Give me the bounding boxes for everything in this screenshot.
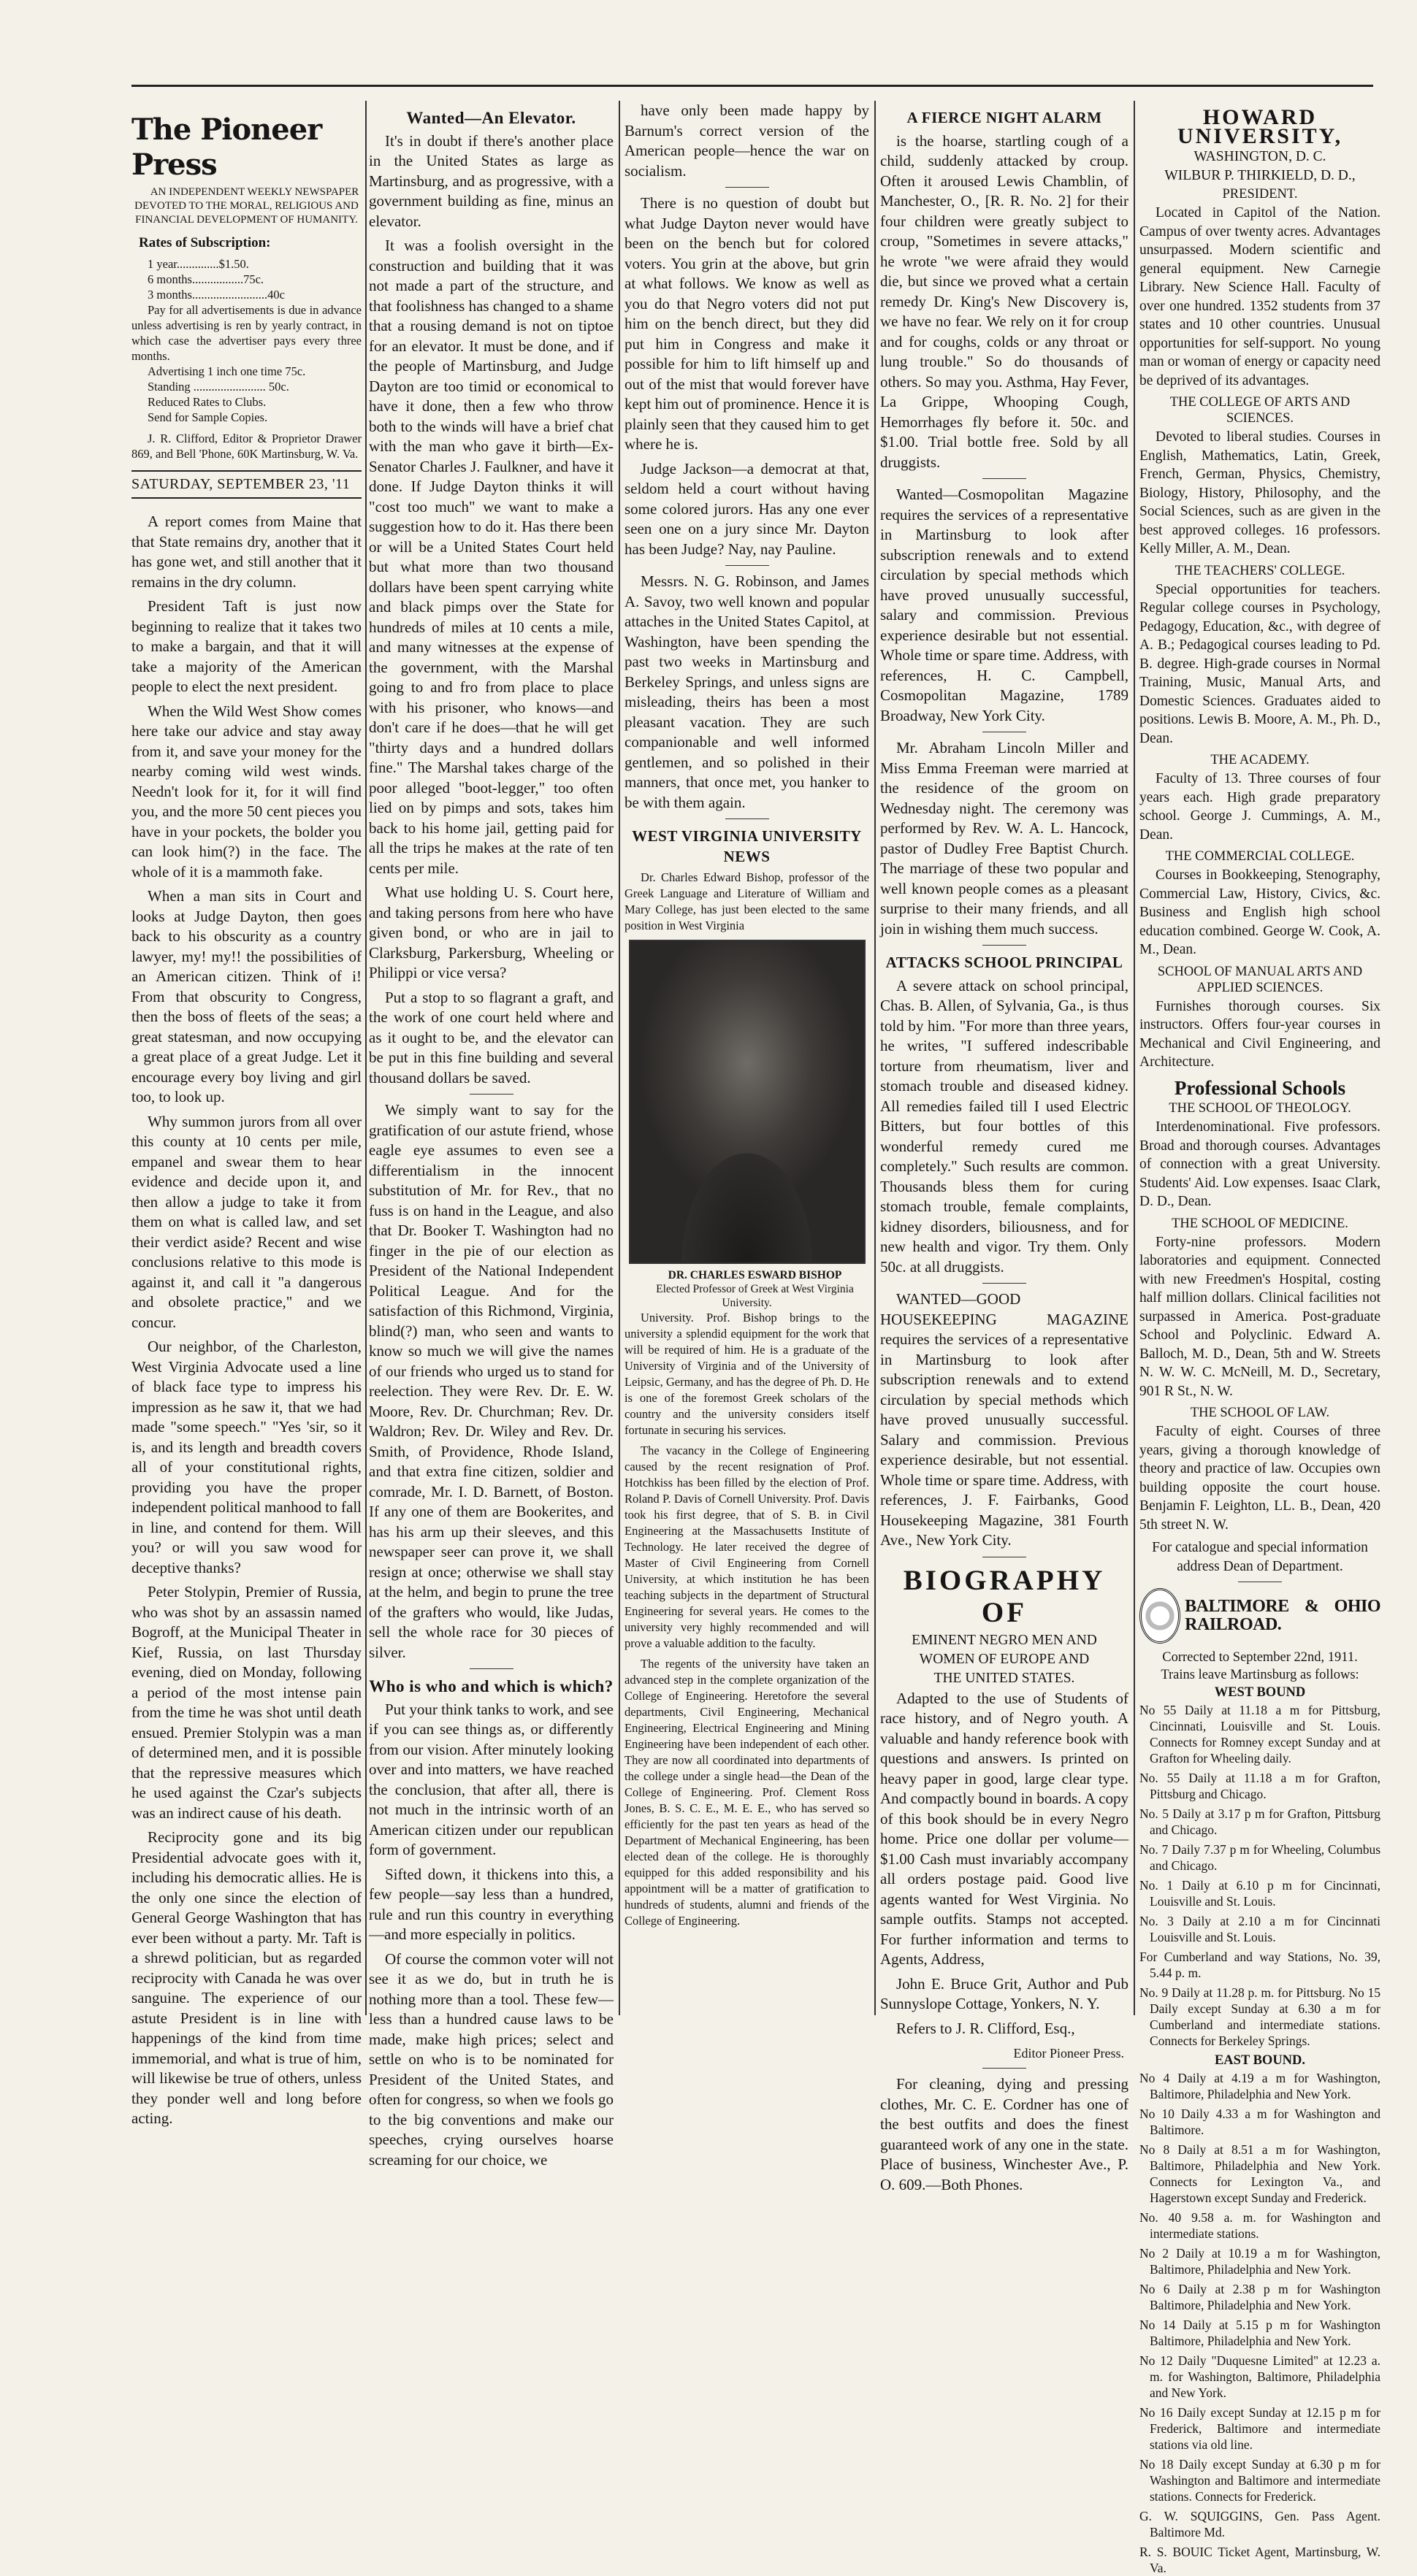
- train-entry: No. 5 Daily at 3.17 p m for Grafton, Pittsburg and Chicago.: [1139, 1806, 1380, 1837]
- ad-paragraph: Furnishes thorough courses. Six instructors. Offers four-year courses in Mechanical and Civil Engineering, and Architecture.: [1139, 998, 1380, 1070]
- ad-rate: Standing ........................ 50c.: [148, 379, 289, 394]
- ad-paragraph: Courses in Bookkeeping, Stenography, Commercial Law, History, Civics, &c. Business and English high school education combined. George W. Cook, A. M., Dean.: [1139, 867, 1380, 957]
- article-paragraph: Judge Jackson—a democrat at that, seldom held a court without having some colored jurors. Has any one ever seen one on a jury since Mr. Dayton has been Judge? Nay, nay Pauline.: [625, 459, 869, 558]
- schedule-note: Trains leave Martinsburg as follows:: [1161, 1668, 1359, 1682]
- ad-subheading: EMINENT NEGRO MEN AND: [912, 1632, 1097, 1648]
- train-entry: No 16 Daily except Sunday at 12.15 p m for Frederick, Baltimore and intermediate stations via old line.: [1139, 2405, 1380, 2452]
- article-heading: A FIERCE NIGHT ALARM: [906, 109, 1102, 126]
- section-heading: THE SCHOOL OF THEOLOGY.: [1169, 1101, 1351, 1116]
- column-3: [625, 101, 869, 2015]
- ad-subheading: WILBUR P. THIRKIELD, D. D.,: [1164, 168, 1356, 183]
- schedule-note: Corrected to September 22nd, 1911.: [1162, 1650, 1358, 1665]
- article-paragraph: For cleaning, dying and pressing clothes, Mr. C. E. Cordner has one of the best outfits and does the finest guaranteed work of any one in the state. Place of business, Winchester Ave., P. O. 609.—Both Phones.: [880, 2075, 1128, 2193]
- separator: [982, 1283, 1026, 1284]
- article-heading: ATTACKS SCHOOL PRINCIPAL: [885, 954, 1123, 971]
- ad-paragraph: Devoted to liberal studies. Courses in English, Mathematics, Latin, Greek, French, German, Physics, Chemistry, Biology, History, Philosophy, and the Social Sciences, such as are given in the best approved colleges. 16 professors. Kelly Miller, A. M., Dean.: [1139, 429, 1380, 556]
- column-rule: [619, 101, 620, 2015]
- masthead-tagline: AN INDEPENDENT WEEKLY NEWSPAPER DEVOTED TO THE MORAL, RELIGIOUS AND FINANCIAL DEVELOPMENT OF HUMANITY.: [134, 186, 359, 226]
- ad-subheading: WOMEN OF EUROPE AND: [919, 1651, 1090, 1667]
- ad-paragraph: Faculty of 13. Three courses of four years each. High grade preparatory school. George J. Cummings, A. M., Dean.: [1139, 771, 1380, 843]
- article-heading: Wanted—An Elevator.: [406, 109, 576, 127]
- ad-paragraph: For catalogue and special information address Dean of Department.: [1152, 1540, 1368, 1574]
- section-heading: THE SCHOOL OF LAW.: [1190, 1406, 1330, 1420]
- train-entry: For Cumberland and way Stations, No. 39, 5.44 p. m.: [1139, 1950, 1380, 1980]
- article-paragraph: The regents of the university have taken an advanced step in the complete organization of the College of Engineering. Heretofore the several departments, Civil Engineering, Mechanical Engineering, Electrical Engineering and Mining Engineering have been independent of each other. They are now all coordinated into departments of the college under a single head—the Dean of the College of Engineering. Prof. Clement Ross Jones, B. S. C. E., M. E. E., who has served so efficiently for the past ten years as head of the Department of Mechanical Engineering, has been elected dean of the college. He is thoroughly equipped for this added responsibility and his appointment will be a matter of gratification to hundreds of students, alumni and friends of the College of Engineering.: [625, 1657, 869, 1928]
- article-paragraph: Put a stop to so flagrant a graft, and the work of one court held where and as it ought to be, and the elevator can be put in this fine building and several thousand dollars be saved.: [369, 988, 614, 1086]
- ad-heading: HOWARD UNIVERSITY,: [1177, 105, 1343, 148]
- article-paragraph: Dr. Charles Edward Bishop, professor of the Greek Language and Literature of William and Mary College, has just been elected to the same position in West Virginia: [625, 870, 869, 932]
- rate-line: 3 months.........................40c: [148, 287, 285, 302]
- rates-heading: Rates of Subscription:: [139, 235, 271, 250]
- article-paragraph: It's in doubt if there's another place in the United States as large as Martinsburg, and as progressive, with a government building as fine, minus an elevator.: [369, 131, 614, 230]
- signature: Refers to J. R. Clifford, Esq.,: [896, 2019, 1075, 2037]
- section-heading: EAST BOUND.: [1214, 2053, 1306, 2068]
- article-paragraph: Messrs. N. G. Robinson, and James A. Savoy, two well known and popular attaches in the United States Capitol, at Washington, have been spending the past two weeks in Martinsburg and Berkeley Springs, and unless signs are misleading, theirs has been a most pleasant vacation. They are such companionable and well informed gentlemen, and so polished in their manners, that once met, you hanker to be with them again.: [625, 572, 869, 811]
- portrait-photo: [629, 940, 866, 1264]
- article-paragraph: It was a foolish oversight in the construction and building that it was not made a part of the structure, and that foolishness has changed to a shame that a rousing demand is not on tiptoe for an elevator. It must be done, and if the people of Martinsburg, and Judge Dayton are too timid or economical to have it done, then a few who throw both to the winds will have a brief chat with the man who gave it birth—Ex-Senator Charles J. Faulkner, and have it done. If Judge Dayton thinks it will "cost too much" we want to make a suggestion how to do it. Has there been or will be a United States Court held but what more than two thousand dollars have been spent carrying white and black pimps over the State for hundreds of miles at 10 cents a mile, and many witnesses at the expense of the government, with the Marshal going to and fro from place to place with his prisoner, who knows—and don't care if he does—that he will get "thirty days and a hundred dollars fine." The Marshal takes charge of the poor alleged "boot-legger," too often lied on by pimps and sots, takes him back to his home jail, getting paid for all the trips he makes at the rate of ten cents per mile.: [369, 237, 614, 877]
- masthead-title: The Pioneer Press: [131, 112, 322, 182]
- separator: [982, 2068, 1026, 2069]
- signature: Editor Pioneer Press.: [1013, 2046, 1124, 2061]
- train-entry: No. 7 Daily 7.37 p m for Wheeling, Columbus and Chicago.: [1139, 1842, 1380, 1873]
- train-entry: No. 9 Daily at 11.28 p. m. for Pittsburg. No 15 Daily except Sunday at 6.30 a m for Cumberland and intermediate stations. Connects for Berkeley Springs.: [1139, 1985, 1380, 2048]
- ad-subheading: WASHINGTON, D. C.: [1193, 149, 1326, 164]
- ad-paragraph: Located in Capitol of the Nation. Campus of over twenty acres. Advantages unsurpassed. Modern scientific and general equipment. New Carnegie Library. New Science Hall. Faculty of over one hundred. 1352 students from 37 states and 10 other countries. Unusual opportunities for self-support. No young man or woman of energy or capacity need be deprived of its advantages.: [1139, 205, 1380, 388]
- article-heading: WEST VIRGINIA UNIVERSITY NEWS: [632, 827, 862, 865]
- railroad-header: [1139, 1588, 1380, 1644]
- train-entry: No 14 Daily at 5.15 p m for Washington Baltimore, Philadelphia and New York.: [1139, 2318, 1380, 2348]
- column-4: [880, 101, 1128, 2193]
- article-paragraph: Sifted down, it thickens into this, a few people—say less than a hundred, rule and run this country in everything—and more especially in politics.: [369, 1865, 614, 1943]
- ad-rate: Send for Sample Copies.: [148, 410, 268, 424]
- article-paragraph: WANTED—GOOD HOUSEKEEPING MAGAZINE requires the services of a representative in Martinsburg to look after subscription renewals and to extend circulation by special methods which have proved unusually successful. Salary and commission. Previous experience desirable, but not essential. Whole time or spare time. Address, with references, J. F. Fairbanks, Good Housekeeping Magazine, 381 Fourth Ave., New York City.: [880, 1290, 1128, 1549]
- article-paragraph: Mr. Abraham Lincoln Miller and Miss Emma Freeman were married at the residence of the groom on Wednesday night. The ceremony was performed by Rev. W. A. L. Hancock, pastor of Dudley Free Baptist Church. The marriage of these two popular and well known people comes as a pleasant surprise to their many friends, and all join in wishing them much success.: [880, 739, 1128, 938]
- article-paragraph: have only been made happy by Barnum's correct version of the American people—hence the war on socialism.: [625, 101, 869, 180]
- article-paragraph: We simply want to say for the gratification of our astute friend, whose eagle eye assumes to even see a differentialism in the innocent substitution of Mr. for Rev., that no fuss is on hand in the League, and also that Dr. Booker T. Washington had no finger in the pie of our election as President of the National Independent Political League. And for the satisfaction of this Richmond, Virginia, blind(?) man, who seen and wants to know so much we will give the names of our friends who urged us to stand for reelection. They were Rev. Dr. E. W. Moore, Rev. Dr. Churchman; Rev. Dr. Waldron; Rev. Dr. Wiley and Rev. Dr. Smith, of Providence, Rhode Island, and that extra fine citizen, soldier and comrade, Mr. I. D. Barnett, of Boston. If any one of them are Bookerites, and has his arm up their sleeves, and this newspaper seer can prove it, we shall resign at once; otherwise we shall stay at the helm, and begin to prune the tree of the grafters who would, like Judas, sell the whole race for 30 pieces of silver.: [369, 1101, 614, 1661]
- ad-paragraph: Special opportunities for teachers. Regular college courses in Psychology, Pedagogy, Education, &c., with degree of A. B.; Pedagogical courses leading to Pd. B. degree. High-grade courses in Normal Training, Music, Manual Arts, and Domestic Sciences. Graduates aided to positions. Lewis B. Moore, A. M., Ph. D., Dean.: [1139, 581, 1380, 746]
- column-rule: [1134, 101, 1135, 2015]
- train-entry: No. 40 9.58 a. m. for Washington and intermediate stations.: [1139, 2210, 1380, 2241]
- section-heading: THE ACADEMY.: [1210, 753, 1310, 767]
- article-paragraph: Of course the common voter will not see it as we do, but in truth he is nothing more than a tool. These few—less than a hundred cause laws to be made, make high prices; select and settle on who is to be nominated for President of the United States, and often for congress, so when we fools go to the big conventions and make our speeches, crying ourselves hoarse screaming for our choice, we: [369, 1950, 614, 2169]
- editorial-paragraph: Peter Stolypin, Premier of Russia, who was shot by an assassin named Bogroff, at the Municipal Theater in Kief, Russia, on last Thursday evening, died on Monday, following a period of the most intense pain from the time he was shot until death ensued. Premier Stolypin was a man of determined men, and it is possible that the repressive measures which he used against the Czar's subjects was an indirect cause of his death.: [131, 1583, 362, 1822]
- rate-line: 6 months.................75c.: [148, 272, 264, 286]
- ad-paragraph: Interdenominational. Five professors. Broad and thorough courses. Advantages of connection with a great University. Students' Aid. Low expenses. Isaac Clark, D. D., Dean.: [1139, 1119, 1380, 1209]
- ad-heading: Professional Schools: [1174, 1076, 1346, 1099]
- top-rule: [131, 85, 1373, 87]
- train-entry: No 10 Daily 4.33 a m for Washington and Baltimore.: [1139, 2107, 1380, 2137]
- signature: John E. Bruce Grit, Author and Pub Sunnyslope Cottage, Yonkers, N. Y.: [880, 1974, 1128, 2012]
- article-paragraph: Put your think tanks to work, and see if you can see things as, or differently from our vision. After minutely looking over and into matters, we have reached the conclusion, that after all, there is not much in the intrinsic worth of an American citizen under our republican form of government.: [369, 1700, 614, 1858]
- train-entry: No 12 Daily "Duquesne Limited" at 12.23 a. m. for Washington, Baltimore, Philadelphia and New York.: [1139, 2353, 1380, 2400]
- article-paragraph: A severe attack on school principal, Chas. B. Allen, of Sylvania, Ga., is thus told by him. "For more than three years, he writes, "I suffered indescribable torture from rheumatism, liver and stomach trouble and diseased kidney. All remedies failed till I used Electric Bitters, but four bottles of this wonderful remedy cured me completely." Such results are common. Thousands bless them for curing stomach trouble, female complaints, kidney disorders, biliousness, and for new health and vigor. Try them. Only 50c. at all druggists.: [880, 976, 1128, 1276]
- editorial-paragraph: Reciprocity gone and its big Presidential advocate goes with it, including his democratic allies. He is the only one since the election of General George Washington that has ever been without a party. Mr. Taft is a shrewd politician, but as regarded reciprocity with Canada he was over sanguine. The experience of our astute President is in line with happenings of the kind from time immemorial, and what is true of him, will likewise be true of others, unless they ponder well and long before acting.: [131, 1828, 362, 2127]
- train-entry: No. 1 Daily at 6.10 p m for Cincinnati, Louisville and St. Louis.: [1139, 1878, 1380, 1909]
- train-entry: No. 55 Daily at 11.18 a m for Grafton, Pittsburg and Chicago.: [1139, 1771, 1380, 1801]
- separator: [725, 565, 769, 566]
- ad-paragraph: Faculty of eight. Courses of three years, giving a thorough knowledge of theory and practice of law. Occupies own building opposite the court house. Benjamin F. Leighton, LL. B., Dean, 420 5th street N. W.: [1139, 1424, 1380, 1533]
- railroad-seal-icon: [1139, 1588, 1180, 1644]
- train-entry: No. 3 Daily at 2.10 a m for Cincinnati Louisville and St. Louis.: [1139, 1914, 1380, 1944]
- section-heading: WEST BOUND: [1214, 1685, 1306, 1700]
- article-paragraph: The vacancy in the College of Engineering caused by the recent resignation of Prof. Hotchkiss has been filled by the election of Prof. Roland P. Davis of Cornell University. Prof. Davis took his first degree, that of S. B. in Civil Engineering at the Massachusetts Institute of Technology. He later received the degree of Master of Civil Engineering from Cornell University, at which institution he has been teaching subjects in the department of Structural Engineering for several years. He comes to the university very highly recommended and will prove a valuable addition to the faculty.: [625, 1444, 869, 1650]
- separator: [982, 478, 1026, 479]
- separator: [725, 187, 769, 188]
- column-1: [131, 101, 362, 2127]
- separator: [982, 945, 1026, 946]
- section-heading: THE COLLEGE OF ARTS AND SCIENCES.: [1169, 395, 1351, 426]
- section-heading: THE TEACHERS' COLLEGE.: [1175, 563, 1345, 578]
- article-paragraph: There is no question of doubt but what Judge Dayton never would have been on the bench but for colored voters. You grin at the above, but grin at what follows. We know as well as you do that Negro voters did not put him on the bench direct, but they did put him in Congress and make it possible for him to lift himself up and out of the mist that would forever have kept him out of prominence. Hence it is plainly seen that they caused him to get where he is.: [625, 194, 869, 453]
- article-paragraph: is the hoarse, startling cough of a child, suddenly attacked by croup. Often it aroused Lewis Chamblin, of Manchester, O., [R. R. No. 2] for their four children were greatly subject to croup, "Sometimes in severe attacks," he wrote "we were afraid they would die, but since we proved what a certain remedy Dr. King's New Discovery is, we have no fear. We rely on it for croup and for coughs, colds or any throat or lung trouble." So do thousands of others. So may you. Asthma, Hay Fever, La Grippe, Whooping Cough, Hemorrhages fly before it. 50c. and $1.00. Trial bottle free. Sold by all druggists.: [880, 131, 1128, 471]
- agent-line: G. W. SQUIGGINS, Gen. Pass Agent. Baltimore Md.: [1139, 2509, 1380, 2539]
- article-paragraph: Adapted to the use of Students of race history, and of Negro youth. A valuable and handy reference book with questions and answers. Is printed on heavy paper in good, large clear type. And compactly bound in boards. A copy of this book should be in every Negro home. Price one dollar per volume—$1.00 Cash must invariably accompany all orders postage paid. Good live agents wanted for West Virginia. No sample outfits. Stamps not accepted. For further information and terms to Agents, Address,: [880, 1689, 1128, 1968]
- ad-paragraph: Forty-nine professors. Modern laboratories and equipment. Connected with new Freedmen's Hospital, costing half million dollars. Clinical facilities not surpassed in America. Post-graduate School and Polyclinic. Edward A. Balloch, M. D., Dean, 5th and W. Streets N. W. W. C. McNeill, M. D., Secretary, 901 R St., N. W.: [1139, 1234, 1380, 1399]
- editorial-paragraph: Why summon jurors from all over this county at 10 cents per mile, empanel and swear them to hear evidence and decide upon it, and then allow a judge to take it from them on what is called law, and set their verdict aside? Recent and wise conclusions relative to this mode is against it, and call it "a dangerous and obsolete practice," and we concur.: [131, 1112, 362, 1331]
- article-heading: Who is who and which is which?: [369, 1677, 614, 1695]
- agent-line: R. S. BOUIC Ticket Agent, Martinsburg, W. Va.: [1139, 2545, 1380, 2575]
- article-paragraph: What use holding U. S. Court here, and taking persons from here who have given bond, or who are in jail to Clarksburg, Parkersburg, Wheeling or Philippi or vice versa?: [369, 883, 614, 981]
- separator: [470, 1668, 513, 1669]
- train-entry: No 18 Daily except Sunday at 6.30 p m for Washington and Baltimore and intermediate stations. Connects for Frederick.: [1139, 2457, 1380, 2504]
- section-heading: THE SCHOOL OF MEDICINE.: [1172, 1216, 1348, 1231]
- ad-heading: BIOGRAPHY OF: [903, 1564, 1106, 1628]
- editorial-paragraph: President Taft is just now beginning to realize that it takes two to make a bargain, and that it will take a majority of the American people to elect the next president.: [131, 597, 362, 695]
- photo-caption: DR. CHARLES ESWARD BISHOP: [668, 1269, 842, 1281]
- railroad-title: BALTIMORE & OHIO RAILROAD.: [1185, 1596, 1380, 1634]
- ad-rate: Advertising 1 inch one time 75c.: [148, 364, 306, 378]
- column-5: [1139, 101, 1380, 2575]
- train-entry: No 55 Daily at 11.18 a m for Pittsburg, Cincinnati, Louisville and St. Louis. Connects for Romney except Sunday and at Grafton for Wheeling daily.: [1139, 1703, 1380, 1766]
- column-rule: [874, 101, 876, 2015]
- ad-rate: Reduced Rates to Clubs.: [148, 394, 267, 409]
- train-entry: No 2 Daily at 10.19 a m for Washington, Baltimore, Philadelphia and New York.: [1139, 2246, 1380, 2277]
- editorial-paragraph: Our neighbor, of the Charleston, West Virginia Advocate used a line of black face type to impress his impression as he saw it, that we had made "some speech." "Yes 'sir, so it is, and its length and breadth covers all of your constitutional rights, providing you have the proper independent political manhood to fall in line, and contend for them. Will you? or will you saw wood for deceptive thanks?: [131, 1338, 362, 1576]
- editorial-paragraph: A report comes from Maine that that State remains dry, another that it has gone wet, and still another that it remains in the dry column.: [131, 513, 362, 591]
- editorial-paragraph: When a man sits in Court and looks at Judge Dayton, then goes back to his obscurity as a country lawyer, my! my!! the possibilities of an American citizen. Think of i! From that obscurity to Congress, then the boss of fleets of the seas; a great statesman, and now occupying a great place of a great Judge. Let it encourage every boy living and girl too, to look up.: [131, 887, 362, 1105]
- ad-subheading: PRESIDENT.: [1222, 187, 1298, 202]
- publisher-info: J. R. Clifford, Editor & Proprietor Drawer 869, and Bell 'Phone, 60K Martinsburg, W. Va.: [131, 431, 362, 461]
- article-paragraph: Wanted—Cosmopolitan Magazine requires the services of a representative in Martinsburg to look after subscription renewals and to extend circulation by special methods which have proved unusually successful, salary and commission. Previous experience desirable but not essential. Whole time or spare time. Address, with references, H. C. Campbell, Cosmopolitan Magazine, 1789 Broadway, New York City.: [880, 486, 1128, 724]
- editorial-paragraph: When the Wild West Show comes here take our advice and stay away from it, and save your money for the nearby coming wild west winds. Needn't look for it, for it will find you, and the more 50 cent pieces you have in your pockets, the bolder you can look him(?) in the face. The whole of it is a mammoth fake.: [131, 702, 362, 881]
- column-2: [369, 101, 614, 2169]
- rate-line: 1 year..............$1.50.: [148, 256, 249, 271]
- train-entry: No 6 Daily at 2.38 p m for Washington Baltimore, Philadelphia and New York.: [1139, 2282, 1380, 2312]
- separator: [470, 1094, 513, 1095]
- article-paragraph: University. Prof. Bishop brings to the university a splendid equipment for the work that will be required of him. He is a graduate of the University of Virginia and of the University of Leipsic, Germany, and has the degree of Ph. D. He is one of the foremost Greek scholars of the country and the university considers itself fortunate in securing his services.: [625, 1311, 869, 1437]
- train-entry: No 8 Daily at 8.51 a m for Washington, Baltimore, Philadelphia and New York. Connects for Lexington Va., and Hagerstown except Sunday and Frederick.: [1139, 2142, 1380, 2205]
- section-heading: SCHOOL OF MANUAL ARTS AND APPLIED SCIENCES.: [1157, 964, 1363, 995]
- ad-subheading: THE UNITED STATES.: [933, 1670, 1075, 1686]
- column-rule: [365, 101, 367, 2015]
- photo-caption-sub: Elected Professor of Greek at West Virginia University.: [656, 1283, 854, 1309]
- train-entry: No 4 Daily at 4.19 a m for Washington, Baltimore, Philadelphia and New York.: [1139, 2071, 1380, 2101]
- issue-dateline: SATURDAY, SEPTEMBER 23, '11: [131, 470, 362, 499]
- section-heading: THE COMMERCIAL COLLEGE.: [1165, 849, 1355, 864]
- rates-note: Pay for all advertisements is due in advance unless advertising is ren by yearly contract, in which case the advertiser pays every three months.: [131, 302, 362, 363]
